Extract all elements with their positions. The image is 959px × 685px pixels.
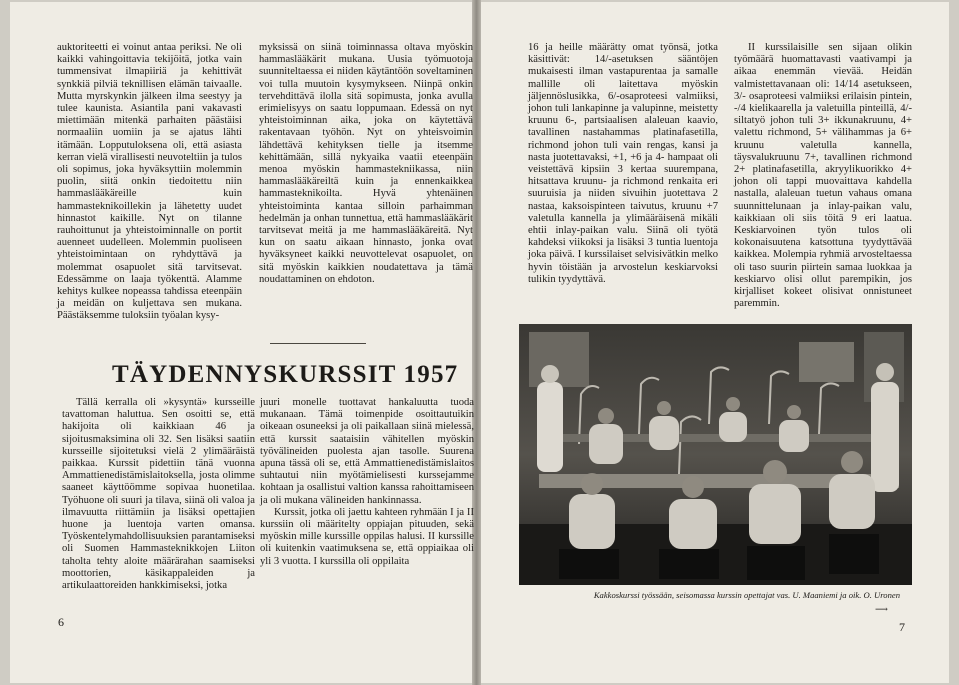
book-gutter — [472, 0, 481, 685]
workshop-photo-image — [519, 324, 912, 585]
paragraph: II kurssilaisille sen sijaan olikin työmäärä huomattavasti vaativampi ja aikaa enemmän vievää. Heidän valmistettavanaan oli: 14/14 asetukseen, 3/- osaproteesi valmiiksi erilaisin pintein, -/4 kielikaarella ja valetuilla pinteillä, 4/- siltatyö johon tuli 3+ ikkunakruunu, 4+ valettu richmond, 5+ välihammas ja 6+ kruunu valetulla kannella, täysvalukruunu 7+, tavallinen richmond 2+ platinafasetilla, akryylikuorikko 4+ johon oli tappi muovaittava kahdella nastalla, alaleuan tuetun vahaus omana suunnittelunaan ja inlay-paikan valu, kaikkiaan oli siis töitä 9 eri laatua. Keskiarvoinen työn tulos oli kokonaisuutena katsottuna tyydyttävää kaikkea. Molempia ryhmiä arvosteltaessa oli taso suurin piirtein samaa luokkaa ja keskiarvo olisi ollut parempikin, jos kirjalliset kokeet olisivat onnistuneet paremmin. — [734, 42, 912, 310]
column-end-rule — [270, 343, 366, 344]
paragraph: myksissä on siinä toiminnassa oltava myöskin hammaslääkärit mukana. Uusia työmuotoja suunniteltaessa ei niiden käytäntöön soveltaminen voi tulla muutoin kysymykseen. Niinpä onkin tervehdittävä ilolla sitä sopimusta, jonka avulla erimielisyys on saatu loppumaan. Edessä on nyt yhteistoiminnan aika, joka on käytettävä rakentavaan työhön. Nyt on yhteisvoimin lähdettävä kehityksen tielle ja itsemme kehittämään, sillä nykyaika vaatii eteenpäin menoa myöskin hammastekniikassa, niin hammaslääkäreiltä kuin ja ennenkaikkea hammasteknikoilta. Hyvä yhtenäinen yhteistoiminta kantaa silloin parhaimman hedelmän ja onhan tunnettua, että hammaslääkärit tarvitsevat meitä ja me hammaslääkäreitä. Nyt kun on saatu aikaan hinnasto, jonka ovat hyväksyneet kaikki neuvottelevat osapuolet, on sitä myöskin kaikkien noudatettava ja tämä noudattaminen on ehdoton. — [259, 42, 473, 285]
left-column-2 — [259, 42, 473, 286]
right-column-1 — [528, 42, 718, 286]
paragraph: juuri monelle tuottavat hankaluutta tuoda mukanaan. Tämä toimenpide osoittautuikin oikeaan osuneeksi ja oli paikallaan siinä mielessä, että kurssit saataisiin vähitellen myöskin työvälineiden puolesta ajan tasolle. Suurena apuna tässä oli se, että Ammattienedistämislaitos suhtautui niin myötämielisesti kurssejamme kohtaan ja osallistui valtion kanssa rahoittamiseen ja oli mukana välineiden hankinnassa. — [260, 397, 474, 506]
left-column-1 — [57, 42, 242, 323]
page-number-left: 6 — [58, 615, 64, 629]
paragraph: Kurssit, jotka oli jaettu kahteen ryhmään I ja II kurssiin oli määritelty oppiajan pituuden, sekä myöskin mille kurssille oppilas halusi. II kurssille oli kuitenkin vaatimuksena se, että oppiaikaa oli yli 3 vuotta. I kurssilla oli oppilaita — [260, 506, 474, 567]
page-number-right: 7 — [899, 620, 905, 634]
photo-caption: Kakkoskurssi työssään, seisomassa kurssin opettajat vas. U. Maaniemi ja oik. O. Uronen — [593, 590, 900, 600]
paragraph: 16 ja heille määrätty omat työnsä, jotka käsittivät: 14/-asetuksen sääntöjen mukaisesti ilman vastapurentaa ja samalle mallille oli laitettava myöskin jäljennöslusikka, 6/-osaproteesi valmiiksi, johon tuli lankapinne ja valupinne, meistetty kruunu 6-, partsiaalisen alaleuan kaavio, tavallinen nastahammas platinafasetilla, richmond johon tuli vain rengas, kansi ja nasta juotettavaksi, +1, +6 ja 4- hampaat oli veistettävä kipsiin 3 kertaa suurempana, hitsattava kruunu- ja richmond renkaita eri suuruisia ja niiden sivuihin juotettava 2 nastaa, kaksoispinteen taivutus, kruunu +7 valetulla kannella ja ylimääräisenä mikäli ehtii inlay-paikan valu. Siinä oli työtä kahdeksi viikoksi ja lisäksi 3 tuntia luentoja joka päivä. I kurssilaiset selvisivätkin melko hyvin töistään ja arvostelun keskiarvoksi tulikin tyydyttävä. — [528, 42, 718, 285]
right-column-2 — [734, 42, 912, 310]
article-heading: TÄYDENNYSKURSSIT 1957 — [112, 361, 459, 388]
article-column-1 — [62, 397, 255, 592]
article-column-2 — [260, 397, 474, 568]
paragraph: Tällä kerralla oli »kysyntä» kursseille tavattoman haluttua. Sen osoitti se, että hakijoita oli kaikkiaan 46 ja sijoitusmaksimina oli 32. Sen lisäksi saatiin kursseille sijoitetuksi vielä 2 ylimääräistä paikkaa. Kurssit pidettiin tänä vuonna Ammattienedistämislaitoksella, josta olimme saaneet käyttöömme sopivaa huonetilaa. Työhuone oli suuri ja tilava, siinä oli valoa ja ilmavuutta riittämiin ja lisäksi opettajien huone ja luentoja varten omansa. Työskentelymahdollisuuksien parantamiseksi oli Suomen Hammasteknikkojen Liiton taholta tehty aloite määrärahan saamiseksi moottorien, käsikappaleiden ja artikulaattoreiden hankkimiseksi, jotka — [62, 397, 255, 592]
paragraph: auktoriteetti ei voinut antaa periksi. Ne oli kaikki vahingoittavia tekijöitä, jotka vain tummensivat ilmapiiriä ja kehittivät synkkiä pilviä teknillisen elämän taivaalle. Mutta myrskynkin jälkeen ilma seestyy ja tulee kaunista. Asiantila pani vakavasti miettimään mitenkä parhaiten päästäisi normaaliin uomiin ja se ajatus lähti itämään. Lopputuloksena oli, että asiasta kerran vielä virallisesti neuvoteltiin ja tulos oli sopimus, joka hyväksyttiin molemmin puolin, siitä onkin tiedoitettu niin hammaslääkäreille kuin hammasteknikoillekin ja lähetetty uudet hinnastot kaikille. Nyt on tilanne rauhoittunut ja yhteistoiminnalle on portit auenneet uudelleen. Molemmin puoliseen yhteistoimintaan on ryhdyttävä ja molemmat osapuolet sitä tarvitsevat. Edessämme on laaja työkenttä. Alamme kehitys kulkee nopeassa tahdissa eteenpäin ja meidän on kuljettava sen mukana. Päästäksemme tuloksiin työalan kysy- — [57, 42, 242, 322]
arrow-icon: ⟶ — [875, 604, 888, 614]
workshop-photo — [519, 324, 912, 585]
